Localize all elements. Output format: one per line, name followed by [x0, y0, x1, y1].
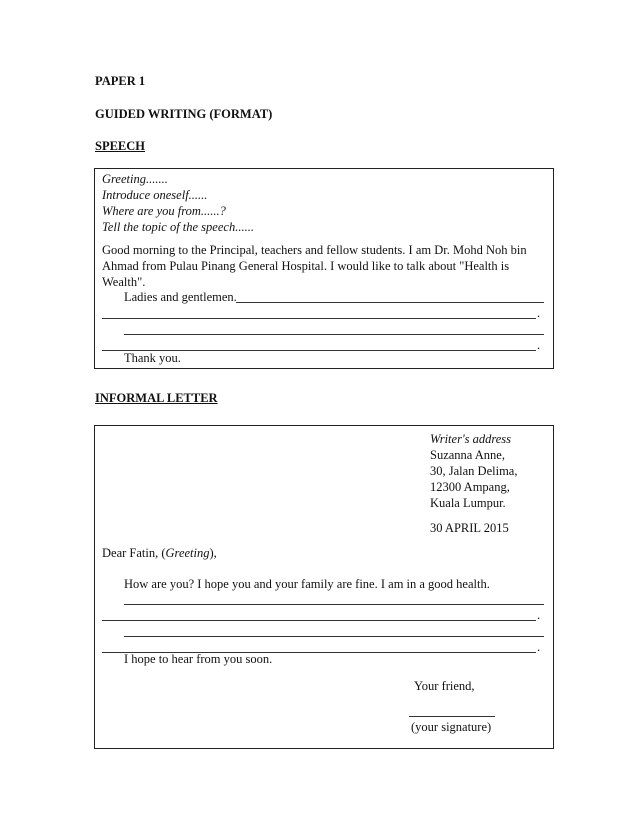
letter-closing-line: I hope to hear from you soon.: [124, 652, 273, 666]
speech-intro-line-1: Good morning to the Principal, teachers and fellow students. I am Dr. Mohd Noh bin: [102, 243, 527, 257]
letter-line-period: .: [537, 640, 541, 654]
letter-sign-off: Your friend,: [414, 679, 475, 693]
speech-fill-line: [102, 318, 536, 319]
speech-fill-line: [124, 334, 544, 335]
speech-intro-line-3: Wealth".: [102, 275, 146, 289]
speech-prompt-topic: Tell the topic of the speech......: [102, 220, 254, 234]
letter-fill-line: [102, 620, 536, 621]
speech-prompt-where-from: Where are you from......?: [102, 204, 226, 218]
address-line-city: Kuala Lumpur.: [430, 496, 506, 510]
speech-prompt-introduce: Introduce oneself......: [102, 188, 208, 202]
paper-heading: PAPER 1: [95, 74, 146, 88]
letter-fill-line: [124, 636, 544, 637]
signature-line: [409, 716, 495, 717]
speech-line-period: .: [537, 338, 541, 352]
letter-line-period: .: [537, 608, 541, 622]
writers-address-label: Writer's address: [430, 432, 512, 446]
speech-intro-line-2: Ahmad from Pulau Pinang General Hospital. I would like to talk about "Health is: [102, 259, 510, 273]
informal-letter-heading: INFORMAL LETTER: [95, 391, 218, 405]
letter-body-first-line: How are you? I hope you and your family are fine. I am in a good health.: [124, 577, 490, 591]
speech-prompt-greeting: Greeting.......: [102, 172, 168, 186]
speech-fill-line: [236, 302, 544, 303]
address-line-street: 30, Jalan Delima,: [430, 464, 518, 478]
guided-writing-heading: GUIDED WRITING (FORMAT): [95, 107, 273, 121]
speech-heading: SPEECH: [95, 139, 146, 153]
letter-fill-line: [124, 604, 544, 605]
speech-ladies-gentlemen: Ladies and gentlemen.: [124, 290, 237, 304]
address-line-postcode: 12300 Ampang,: [430, 480, 510, 494]
speech-line-period: .: [537, 306, 541, 320]
address-line-name: Suzanna Anne,: [430, 448, 505, 462]
letter-salutation: Dear Fatin, (Greeting),: [102, 546, 217, 560]
speech-closing: Thank you.: [124, 351, 181, 365]
letter-date: 30 APRIL 2015: [430, 521, 509, 535]
signature-note: (your signature): [411, 720, 492, 734]
